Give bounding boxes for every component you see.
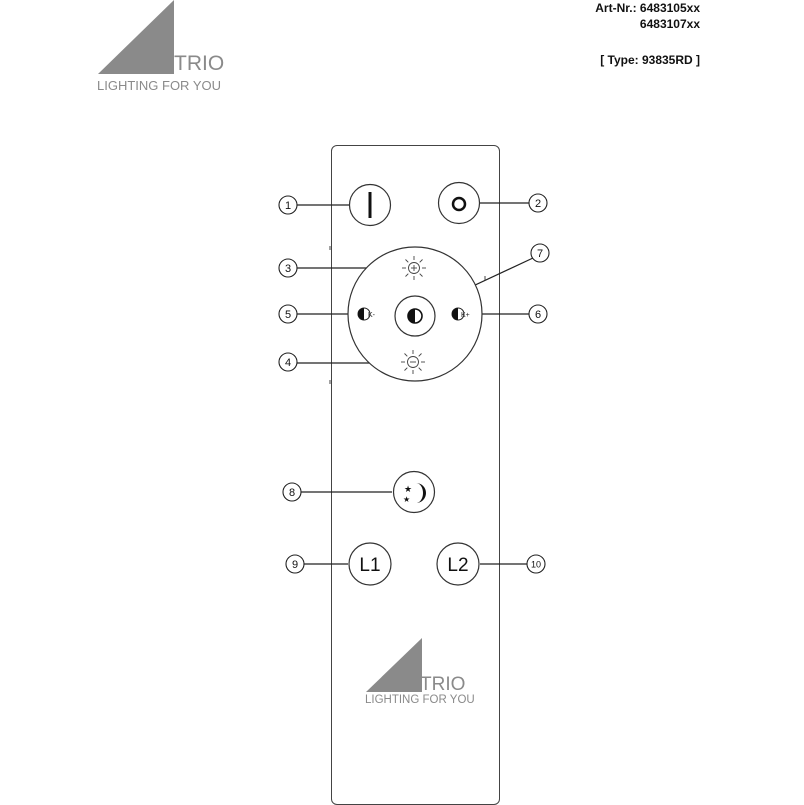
brightness-down-icon bbox=[401, 350, 425, 374]
brightness-up-button[interactable] bbox=[402, 256, 426, 280]
logo-tagline: LIGHTING FOR YOU bbox=[97, 78, 221, 93]
svg-text:K+: K+ bbox=[461, 312, 470, 319]
svg-text:★: ★ bbox=[404, 484, 413, 494]
logo-brand: TRIO bbox=[174, 52, 225, 75]
callout-number-8: 8 bbox=[288, 487, 296, 499]
color-temperature-icon bbox=[408, 309, 422, 323]
article-number-2: 6483107xx bbox=[639, 17, 700, 31]
article-number-label: Art-Nr.: bbox=[595, 1, 637, 15]
power-on-button[interactable] bbox=[350, 185, 391, 226]
svg-text:K-: K- bbox=[368, 312, 375, 319]
callout-number-9: 9 bbox=[291, 559, 299, 571]
callout-number-4: 4 bbox=[284, 357, 292, 369]
callout-number-2: 2 bbox=[534, 198, 542, 210]
brightness-down-button[interactable] bbox=[401, 350, 425, 374]
l2-button[interactable] bbox=[437, 543, 479, 585]
remote-logo-tagline: LIGHTING FOR YOU bbox=[365, 694, 475, 706]
l2-button-label: L2 bbox=[447, 555, 469, 576]
type-label: [ Type: 93835RD ] bbox=[600, 53, 700, 67]
l1-button[interactable] bbox=[349, 543, 391, 585]
brightness-up-icon bbox=[402, 256, 426, 280]
callout-number-10: 10 bbox=[530, 559, 542, 570]
color-temperature-button[interactable] bbox=[395, 296, 435, 336]
svg-text:★: ★ bbox=[403, 495, 411, 504]
callout-number-3: 3 bbox=[284, 263, 292, 275]
power-off-button[interactable] bbox=[439, 183, 480, 224]
callout-number-7: 7 bbox=[536, 248, 544, 260]
remote-logo-brand: TRIO bbox=[420, 674, 466, 695]
night-mode-button[interactable] bbox=[394, 472, 435, 513]
l1-button-label: L1 bbox=[359, 555, 381, 576]
article-number-1: 6483105xx bbox=[639, 1, 700, 15]
remote-logo-mark bbox=[366, 638, 422, 692]
callout-number-1: 1 bbox=[284, 200, 292, 212]
callout-number-6: 6 bbox=[534, 309, 542, 321]
callout-number-5: 5 bbox=[284, 309, 292, 321]
